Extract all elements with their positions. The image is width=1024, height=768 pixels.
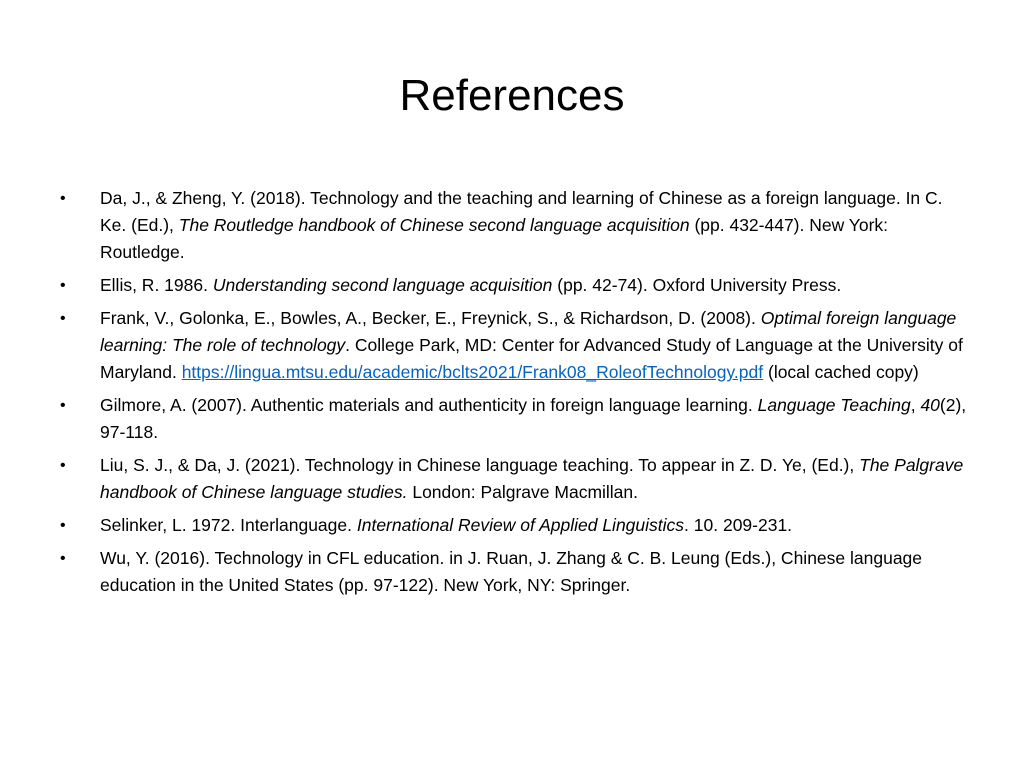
reference-italic-text: Understanding second language acquisition <box>212 275 553 295</box>
bullet-icon: • <box>60 517 66 534</box>
bullet-icon: • <box>60 190 66 207</box>
slide-title: References <box>399 71 625 120</box>
reference-plain-text: (pp. 432-447). New York: Routledge. <box>100 215 889 262</box>
reference-item <box>58 452 970 506</box>
bullet-icon: • <box>60 550 66 567</box>
reference-plain-text: (pp. 42-74). Oxford University Press. <box>552 275 842 295</box>
reference-plain-text: , <box>910 395 921 415</box>
reference-italic-text: International Review of Applied Linguistics <box>356 515 685 535</box>
reference-link[interactable]: https://lingua.mtsu.edu/academic/bclts2021/Frank08_RoleofTechnology.pdf <box>181 362 764 382</box>
reference-plain-text: Da, J., & Zheng, Y. (2018). Technology and the teaching and learning of Chinese as a foreign language. In C. Ke. (Ed.), <box>100 188 943 235</box>
reference-item <box>58 272 970 299</box>
reference-plain-text: London: Palgrave Macmillan. <box>407 482 639 502</box>
reference-plain-text: (2), 97-118. <box>100 395 967 442</box>
reference-text <box>100 548 922 595</box>
bullet-icon: • <box>60 310 66 327</box>
reference-plain-text: Frank, V., Golonka, E., Bowles, A., Becker, E., Freynick, S., & Richardson, D. (2008). <box>100 308 761 328</box>
reference-text <box>100 308 963 382</box>
reference-plain-text: (local cached copy) <box>763 362 919 382</box>
reference-text <box>100 188 943 262</box>
reference-plain-text: Gilmore, A. (2007). Authentic materials and authenticity in foreign language learning. <box>100 395 758 415</box>
reference-plain-text: Liu, S. J., & Da, J. (2021). Technology in Chinese language teaching. To appear in Z. D. Ye, (Ed.), <box>100 455 860 475</box>
reference-text <box>100 395 966 442</box>
reference-item <box>58 185 970 266</box>
reference-list <box>58 185 970 605</box>
reference-italic-text: Optimal foreign language learning: The role of technology <box>100 308 957 355</box>
reference-item <box>58 545 970 599</box>
reference-item <box>58 512 970 539</box>
reference-plain-text: . 10. 209-231. <box>684 515 793 535</box>
reference-item <box>58 305 970 386</box>
reference-italic-text: Language Teaching <box>757 395 911 415</box>
reference-italic-text: 40 <box>920 395 940 415</box>
bullet-icon: • <box>60 277 66 294</box>
reference-item <box>58 392 970 446</box>
reference-text <box>100 515 792 535</box>
reference-text <box>100 275 841 295</box>
reference-italic-text: The Palgrave handbook of Chinese language studies. <box>100 455 964 502</box>
reference-plain-text: Wu, Y. (2016). Technology in CFL education. in J. Ruan, J. Zhang & C. B. Leung (Eds.), Chinese language education in the United States (pp. 97-122). New York, NY: Springer. <box>100 548 923 595</box>
reference-text <box>100 455 963 502</box>
reference-plain-text: . College Park, MD: Center for Advanced Study of Language at the University of Maryland. <box>100 335 963 382</box>
bullet-icon: • <box>60 457 66 474</box>
reference-plain-text: Ellis, R. 1986. <box>100 275 213 295</box>
bullet-icon: • <box>60 397 66 414</box>
reference-italic-text: The Routledge handbook of Chinese second language acquisition <box>178 215 690 235</box>
reference-plain-text: Selinker, L. 1972. Interlanguage. <box>100 515 357 535</box>
